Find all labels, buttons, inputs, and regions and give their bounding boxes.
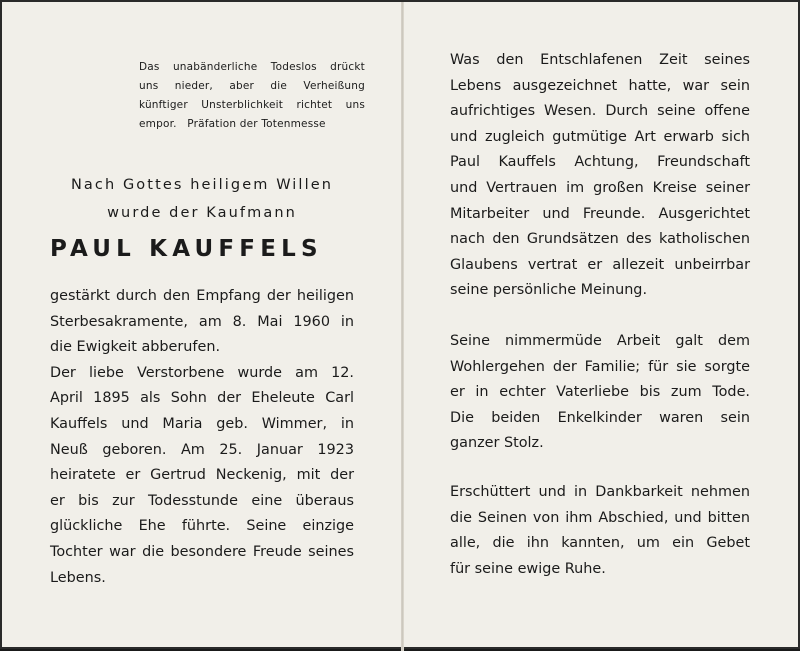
- text-line: die Ewigkeit abberufen.: [50, 339, 221, 356]
- text-line: Die beiden Enkelkinder waren sein: [450, 409, 750, 426]
- epigraph-line: empor. Präfation der Totenmesse: [139, 118, 326, 130]
- left-page: [2, 2, 401, 651]
- text-line: Der liebe Verstorbene wurde am 12.: [50, 364, 354, 381]
- text-line: Neuß geboren. Am 25. Januar 1923: [50, 441, 354, 458]
- text-line: für seine ewige Ruhe.: [450, 560, 606, 577]
- epigraph-line: uns nieder, aber die Verheißung: [139, 80, 365, 92]
- text-line: April 1895 als Sohn der Eheleute Carl: [50, 390, 354, 407]
- text-line: nach den Grundsätzen des katholischen: [450, 231, 750, 248]
- text-line: und zugleich gutmütige Art erwarb sich: [450, 128, 750, 145]
- farewell-paragraph: [450, 480, 750, 582]
- text-line: Was den Entschlafenen Zeit seines: [450, 52, 750, 68]
- text-line: Lebens ausgezeichnet hatte, war sein: [450, 77, 750, 94]
- epigraph-line: Das unabänderliche Todeslos drückt: [139, 61, 365, 73]
- deceased-name: PAUL KAUFFELS: [50, 236, 323, 262]
- right-page: [404, 2, 800, 651]
- text-line: er bis zur Todesstunde eine überaus: [50, 492, 354, 509]
- intro-line: Nach Gottes heiligem Willen: [70, 177, 334, 193]
- text-line: Lebens.: [50, 569, 106, 586]
- text-line: Tochter war die besondere Freude seines: [50, 543, 354, 560]
- text-line: seine persönliche Meinung.: [450, 282, 648, 299]
- text-line: Wohlergehen der Familie; für sie sorgte: [450, 358, 750, 375]
- text-line: Kauffels und Maria geb. Wimmer, in: [50, 415, 354, 432]
- text-line: und Vertrauen im großen Kreise seiner: [450, 179, 750, 196]
- text-line: ganzer Stolz.: [450, 435, 544, 452]
- text-line: heiratete er Gertrud Neckenig, mit der: [50, 467, 354, 484]
- epigraph-line: künftiger Unsterblichkeit richtet uns: [139, 99, 365, 111]
- character-paragraph: [450, 48, 750, 304]
- text-line: Mitarbeiter und Freunde. Ausgerichtet: [450, 205, 750, 222]
- text-line: Glaubens vertrat er allezeit unbeirrbar: [450, 256, 750, 273]
- epigraph-quote: [139, 58, 365, 134]
- text-line: aufrichtiges Wesen. Durch seine offene: [450, 103, 750, 120]
- text-line: Erschüttert und in Dankbarkeit nehmen: [450, 484, 750, 500]
- text-line: er in echter Vaterliebe bis zum Tode.: [450, 384, 750, 401]
- biography-text: [50, 284, 354, 591]
- text-line: Paul Kauffels Achtung, Freundschaft: [450, 154, 750, 171]
- family-paragraph: [450, 329, 750, 457]
- intro-line: wurde der Kaufmann: [107, 205, 297, 221]
- text-line: Sterbesakramente, am 8. Mai 1960 in: [50, 313, 354, 330]
- text-line: alle, die ihn kannten, um ein Gebet: [450, 535, 750, 552]
- intro-text: [42, 171, 362, 227]
- text-line: gestärkt durch den Empfang der heiligen: [50, 288, 354, 304]
- text-line: glückliche Ehe führte. Seine einzige: [50, 518, 354, 535]
- text-line: die Seinen von ihm Abschied, und bitten: [450, 509, 750, 526]
- text-line: Seine nimmermüde Arbeit galt dem: [450, 333, 750, 349]
